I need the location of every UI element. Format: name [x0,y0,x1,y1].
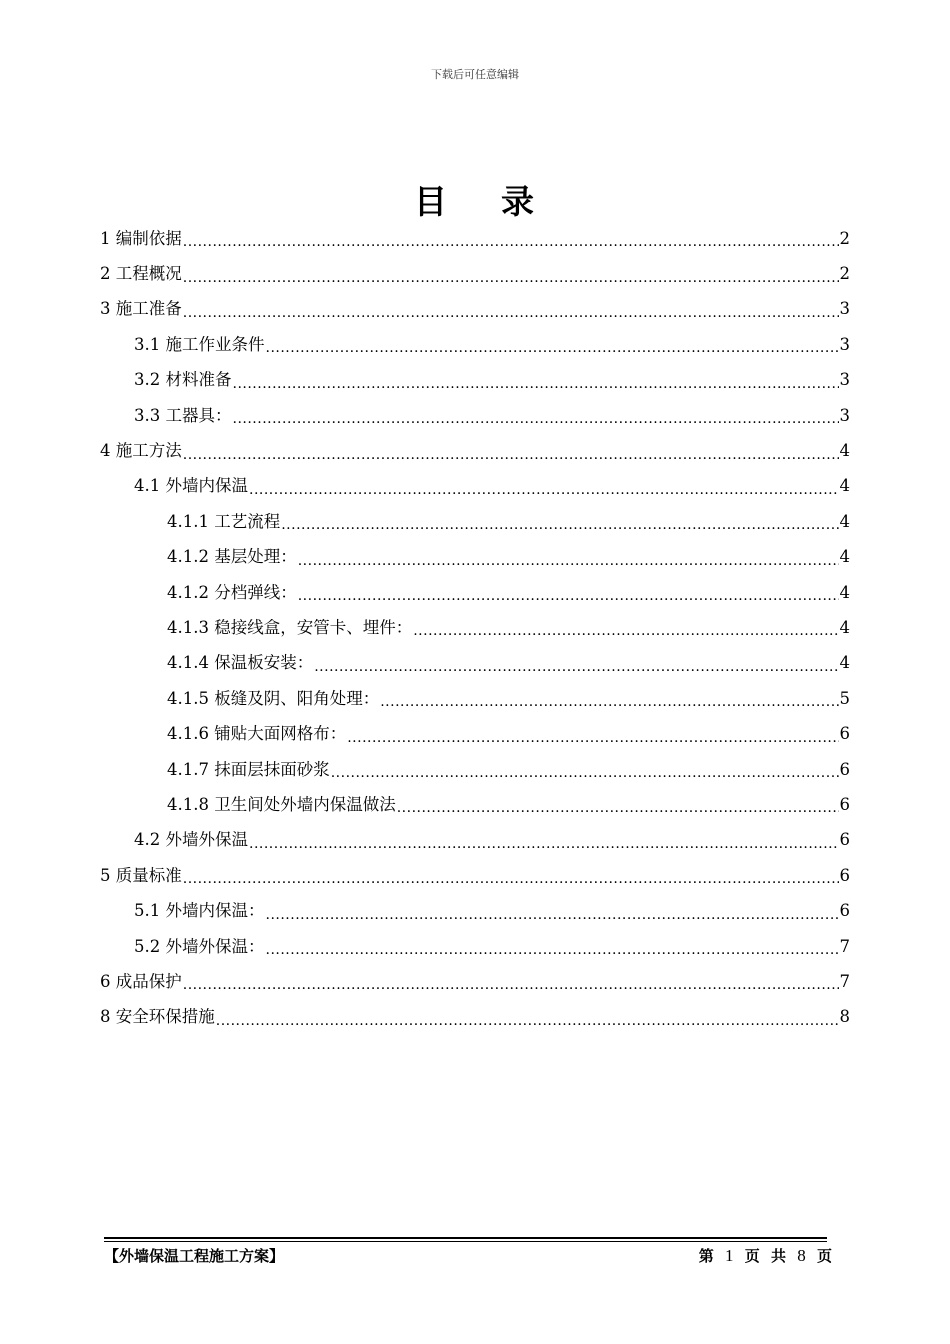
toc-entry-page: 6 [839,830,850,850]
toc-entry-page: 6 [839,865,850,885]
toc-entry-title: 4.1.8 卫生间处外墙内保温做法 [167,794,396,814]
toc-entry-page: 6 [839,759,850,779]
toc-entry[interactable] [100,610,850,645]
toc-dot-leader [233,408,839,429]
toc-entry-page: 7 [839,936,850,956]
toc-entry-title: 4.1.4 保温板安装： [167,653,314,673]
toc-entry[interactable] [100,540,850,575]
toc-dot-leader [233,373,839,394]
footer-rule [104,1237,827,1239]
toc-entry-page: 2 [839,228,850,248]
toc-entry-page: 4 [839,476,850,496]
toc-entry-title: 4.1.7 抹面层抹面砂浆 [167,759,330,779]
toc-entry-page: 6 [839,901,850,921]
toc-entry-title: 4.1.5 板缝及阴、阳角处理： [167,688,380,708]
toc-title-right: 录 [501,182,536,221]
toc-entry-page: 4 [839,582,850,602]
toc-dot-leader [266,939,839,960]
toc-dot-leader [266,337,839,358]
toc-entry[interactable] [100,787,850,822]
toc-entry-title: 5 质量标准 [100,865,182,885]
toc-dot-leader [183,231,839,252]
toc-entry-page: 6 [839,794,850,814]
toc-entry-title: 3 施工准备 [100,299,182,319]
toc-dot-leader [298,585,839,606]
toc-dot-leader [183,444,839,465]
toc-dot-leader [249,833,839,854]
toc-entry[interactable] [100,469,850,504]
toc-dot-leader [183,302,839,323]
toc-dot-leader [183,974,839,995]
toc-dot-leader [216,1010,839,1031]
toc-entry[interactable] [100,433,850,468]
toc-entry[interactable] [100,504,850,539]
toc-entry-page: 3 [839,405,850,425]
toc-entry-page: 4 [839,653,850,673]
toc-entry-title: 4.1.1 工艺流程 [167,511,281,531]
toc-entry-title: 8 安全环保措施 [100,1007,215,1027]
toc-entry-page: 2 [839,264,850,284]
toc-entry[interactable] [100,964,850,999]
toc-entry-title: 4.1.2 基层处理： [167,547,297,567]
toc-entry[interactable] [100,575,850,610]
footer-page-current: 1 [725,1246,737,1265]
toc-entry-title: 3.1 施工作业条件 [134,334,265,354]
toc-entry-title: 6 成品保护 [100,971,182,991]
toc-entry[interactable] [100,858,850,893]
table-of-contents [100,221,850,1035]
toc-entry-title: 4.1.3 稳接线盒，安管卡、埋件： [167,617,413,637]
toc-entry[interactable] [100,256,850,291]
toc-entry-title: 4.1 外墙内保温 [134,476,248,496]
toc-entry-page: 8 [839,1007,850,1027]
toc-entry[interactable] [100,929,850,964]
toc-entry[interactable] [100,681,850,716]
footer-rule-thin [104,1241,827,1242]
toc-dot-leader [397,797,839,818]
toc-entry-title: 2 工程概况 [100,264,182,284]
footer-doc-title: 【外墙保温工程施工方案】 [104,1247,285,1265]
toc-entry[interactable] [100,646,850,681]
toc-entry-title: 4.1.6 铺贴大面网格布： [167,724,347,744]
toc-dot-leader [183,267,839,288]
footer-page-prefix: 第 [698,1247,717,1265]
toc-entry-page: 4 [839,617,850,637]
toc-entry-title: 3.2 材料准备 [134,370,232,390]
toc-entry-title: 4.1.2 分档弹线： [167,582,297,602]
toc-dot-leader [380,691,838,712]
toc-entry[interactable] [100,716,850,751]
toc-entry[interactable] [100,1000,850,1035]
toc-entry[interactable] [100,398,850,433]
footer-page-suffix: 页 [816,1247,835,1265]
toc-entry-page: 6 [839,724,850,744]
toc-entry-page: 3 [839,299,850,319]
toc-entry-page: 3 [839,334,850,354]
toc-title [0,176,950,223]
toc-dot-leader [249,479,839,500]
toc-entry[interactable] [100,327,850,362]
toc-entry-page: 4 [839,547,850,567]
footer-page-total: 8 [797,1246,809,1265]
toc-entry-page: 4 [839,511,850,531]
toc-entry-title: 4.2 外墙外保温 [134,830,248,850]
toc-entry-title: 5.1 外墙内保温： [134,901,265,921]
toc-entry[interactable] [100,823,850,858]
toc-dot-leader [183,868,839,889]
toc-dot-leader [298,550,839,571]
toc-title-left: 目 [414,182,449,221]
toc-entry-title: 4 施工方法 [100,441,182,461]
toc-entry-title: 5.2 外墙外保温： [134,936,265,956]
toc-entry-page: 3 [839,370,850,390]
toc-entry[interactable] [100,363,850,398]
footer-page-indicator [699,1245,835,1266]
footer-page-mid: 页 共 [744,1247,790,1265]
header-note: 下载后可任意编辑 [431,68,519,81]
toc-entry[interactable] [100,221,850,256]
toc-dot-leader [281,514,838,535]
toc-entry[interactable] [100,893,850,928]
toc-entry-title: 1 编制依据 [100,228,182,248]
toc-entry[interactable] [100,292,850,327]
toc-dot-leader [314,656,838,677]
toc-entry[interactable] [100,752,850,787]
toc-entry-page: 4 [839,441,850,461]
toc-entry-page: 7 [839,971,850,991]
toc-entry-page: 5 [839,688,850,708]
toc-dot-leader [331,762,839,783]
toc-dot-leader [347,727,838,748]
toc-dot-leader [266,904,839,925]
toc-entry-title: 3.3 工器具： [134,405,232,425]
toc-dot-leader [413,620,838,641]
